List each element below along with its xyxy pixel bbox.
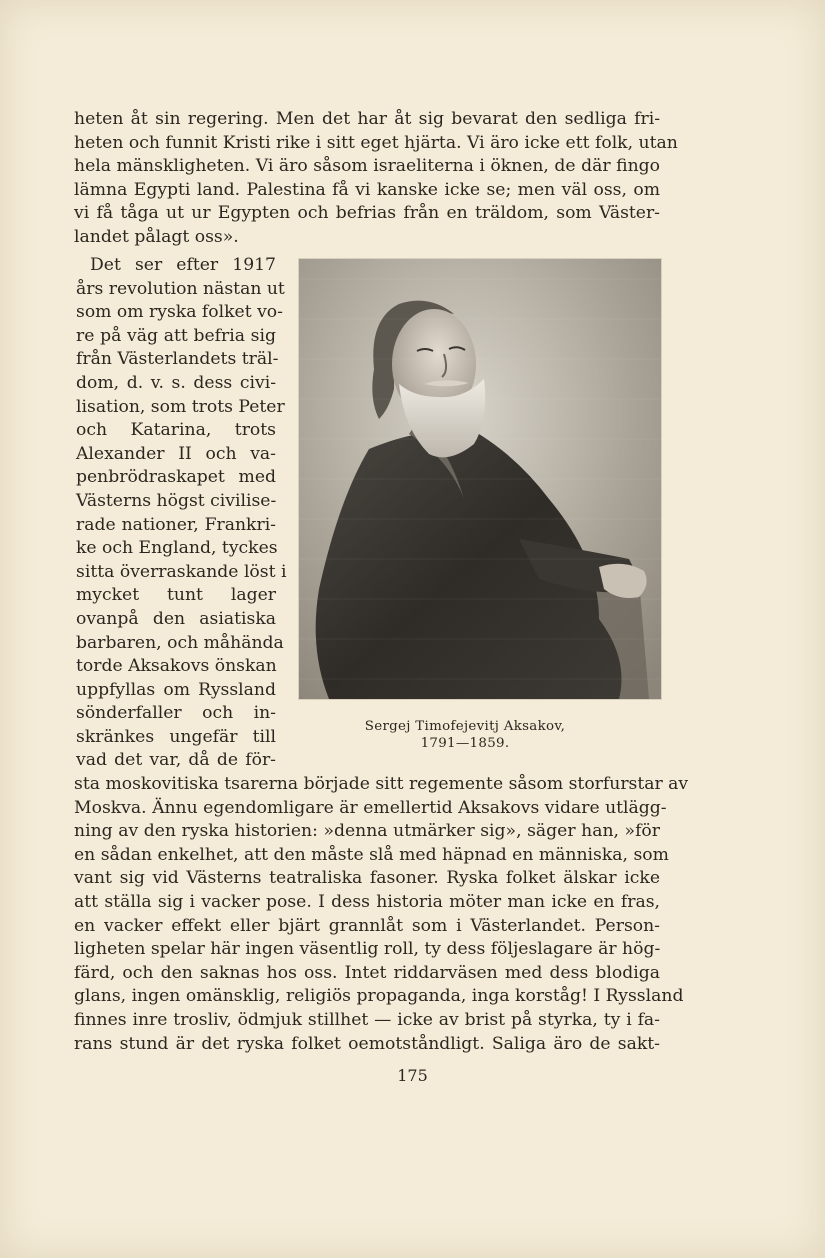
text-line: ligheten spelar här ingen väsentlig roll, ty dess följeslagare är hög- (74, 939, 661, 960)
paragraph-top (74, 108, 678, 250)
text-line: hela mänskligheten. Vi äro såsom israeliterna i öknen, de där fingo (74, 156, 660, 177)
text-line: finnes inre trosliv, ödmjuk stillhet — icke av brist på styrka, ty i fa- (74, 1009, 660, 1030)
text-line: heten och funnit Kristi rike i sitt eget hjärta. Vi äro icke ett folk, utan (74, 132, 678, 153)
text-line: ning av den ryska historien: »denna utmärker sig», säger han, »för (74, 821, 660, 842)
text-line: sitta överraskande löst i (76, 561, 287, 582)
paragraph-wrapped-beside-portrait (76, 254, 287, 773)
text-line: glans, ingen omänsklig, religiös propaganda, inga korståg! I Ryssland (74, 986, 684, 1007)
text-line: Moskva. Ännu egendomligare är emellertid Aksakovs vidare utlägg- (74, 797, 667, 818)
text-line: vad det var, då de för- (76, 750, 276, 771)
text-line: heten åt sin regering. Men det har åt sig bevarat den sedliga fri- (74, 109, 660, 129)
text-line: dom, d. v. s. dess civi- (76, 372, 276, 393)
text-line: lisation, som trots Peter (76, 396, 285, 417)
text-line: som om ryska folket vo- (76, 302, 283, 323)
text-line: färd, och den saknas hos oss. Intet riddarväsen med dess blodiga (74, 962, 660, 983)
text-line: skränkes ungefär till (76, 726, 276, 747)
text-line: barbaren, och måhända (76, 632, 284, 653)
text-line: penbrödraskapet med (76, 467, 276, 488)
text-line: sta moskovitiska tsarerna började sitt regemente såsom storfurstar av (74, 774, 689, 794)
text-line: rade nationer, Frankri- (76, 514, 276, 535)
text-line: re på väg att befria sig (76, 325, 276, 346)
text-line: och Katarina, trots (76, 420, 276, 441)
text-line: lämna Egypti land. Palestina få vi kanske icke se; men väl oss, om (74, 179, 660, 200)
caption-years: 1791—1859. (420, 736, 510, 751)
text-line: års revolution nästan ut (76, 278, 285, 299)
text-line: uppfyllas om Ryssland (76, 679, 276, 700)
figure-caption (330, 718, 600, 752)
text-line: Alexander II och va- (76, 443, 276, 464)
text-line: att ställa sig i vacker pose. I dess historia möter man icke en fras, (74, 891, 660, 912)
paragraph-bottom (74, 773, 689, 1056)
text-line: vant sig vid Västerns teatraliska fasoner. Ryska folket älskar icke (74, 868, 660, 889)
page-number: 175 (397, 1066, 428, 1085)
text-line: ovanpå den asiatiska (76, 608, 276, 629)
text-line: Västerns högst civilise- (76, 490, 277, 511)
text-line: mycket tunt lager (76, 585, 276, 606)
caption-name: Sergej Timofejevitj Aksakov, (364, 719, 566, 734)
text-line: en sådan enkelhet, att den måste slå med häpnad en människa, som (74, 844, 669, 865)
text-line: landet pålagt oss». (74, 226, 239, 247)
text-line: rans stund är det ryska folket oemotståndligt. Saliga äro de sakt- (74, 1033, 660, 1054)
text-line: vi få tåga ut ur Egypten och befrias från en träldom, som Väster- (74, 203, 660, 224)
text-line: sönderfaller och in- (76, 703, 276, 724)
portrait-image (299, 259, 661, 699)
text-line: torde Aksakovs önskan (76, 656, 277, 677)
text-line: Det ser efter 1917 (90, 255, 276, 275)
text-line: en vacker effekt eller bjärt grannlåt som i Västerlandet. Person- (74, 915, 660, 936)
portrait-engraving (298, 258, 662, 700)
text-line: från Västerlandets träl- (76, 349, 279, 370)
text-line: ke och England, tyckes (76, 538, 278, 559)
